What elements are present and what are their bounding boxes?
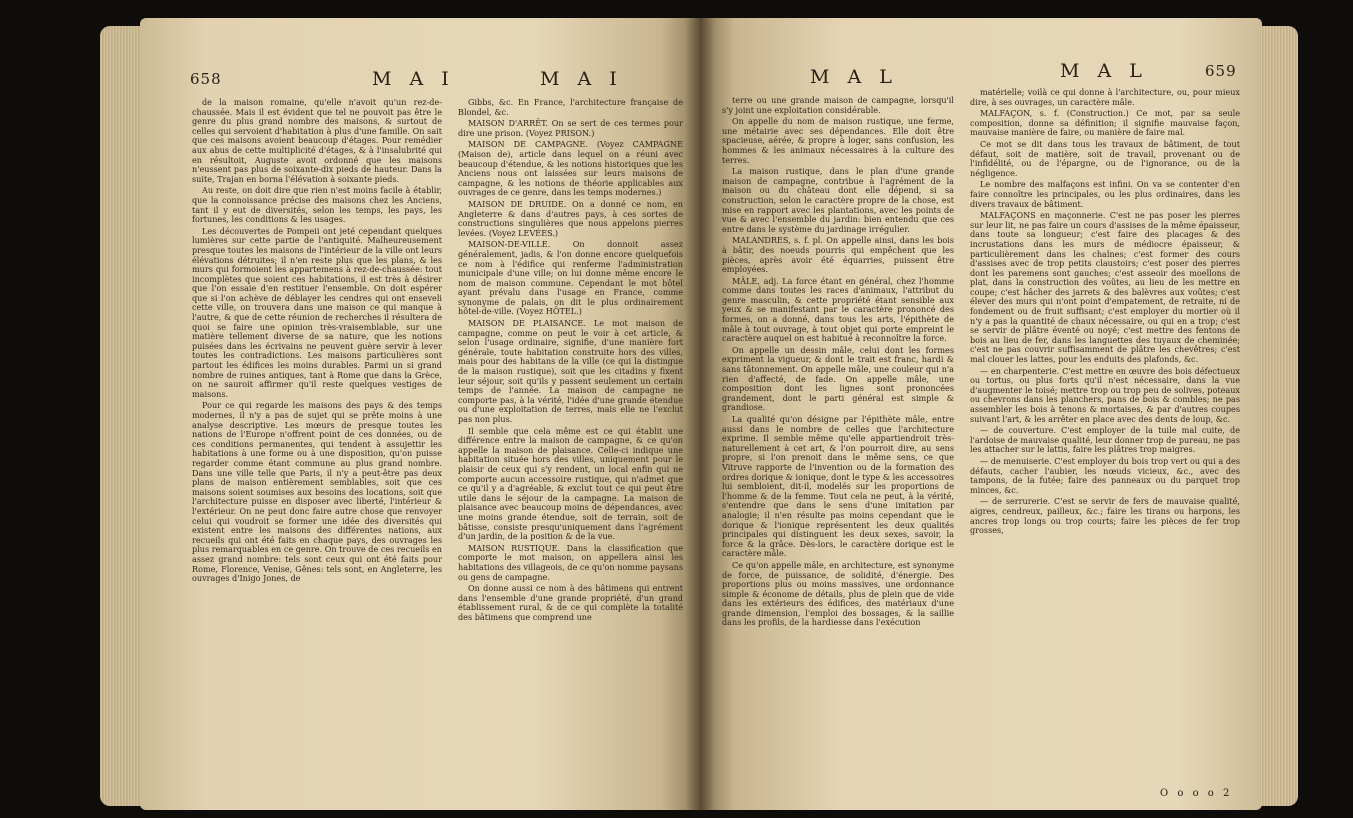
- paragraph: Au reste, on doit dire que rien n'est moins facile à établir, que la connoissance précise des maisons chez les Anciens, tant il y eut de diversités, selon les temps, les pays, les fortunes, les conditions & les usages.: [192, 185, 442, 225]
- paragraph: La qualité qu'on désigne par l'épithète mâle, entre aussi dans le nombre de celles que l'architecture exprime. Il semble même qu'elle appartiendroit très-naturellement à cet art, & l'on pourroit dire, au sens propre, si l'on prenoit dans le même sens, ce que Vitruve rapporte de l'invention ou de la formation des ordres dorique & ionique, dont le type & les accessoires lui sembloient, dit-il, modelés sur les proportions de l'homme & de la femme. Tout cela ne peut, à la vérité, s'entendre que dans le sens d'une imitation par analogie; il n'en résulte pas moins cependant que le dorique & l'ionique représentent les deux qualités principales qui distinguent les deux sexes, savoir, la force & la grâce. Dès-lors, le caractère dorique est le caractère mâle.: [722, 414, 954, 559]
- paragraph: MAISON DE CAMPAGNE. (Voyez CAMPAGNE (Maison de), article dans lequel on a réuni avec beaucoup d'étendue, & les notions historiques que les Anciens nous ont laissées sur leurs maisons de campagne, & les notions de théorie applicables aux ouvrages de ce genre, dans les temps modernes.): [458, 139, 683, 198]
- paragraph: Il semble que cela même est ce qui établit une différence entre la maison de campagne, & ce qu'on appelle la maison de plaisance. Celle-ci indique une habitation située hors des villes, uniquement pour le plaisir de ceux qui s'y rendent, un local enfin qui ne comporte aucun accessoire rustique, qui n'admet que ce qu'il y a d'agréable, & exclut tout ce qui peut être utile dans le séjour de la campagne. La maison de plaisance avec beaucoup moins de dépendances, avec une moins grande étendue, soit de terrain, soit de bâtisse, consiste presqu'uniquement dans l'agrément d'un jardin, de la position & de la vue.: [458, 425, 683, 542]
- left-page: [140, 18, 700, 810]
- paragraph: MALFAÇONS en maçonnerie. C'est ne pas poser les pierres sur leur lit, ne pas faire un cours d'assises de la même épaisseur, dans toute sa longueur; c'est faire des placages & des incrustations dans les murs de médiocre épaisseur, & particulièrement dans les chaînes; c'est former des cours d'assises avec de trop petits claustoirs; c'est poser des pierres dont les paremens sont gauches; c'est asseoir des moellons de plat, dans la construction des voûtes, au lieu de les mettre en coupe; c'est hâcher des jarrets & des balèvres aux voûtes; c'est élever des murs qui n'ont point d'empatement, de retraite, ni de fondement ou de fruit suffisant; c'est employer du mortier où il n'y a pas la quantité de chaux nécessaire, ou qui en a trop; c'est se servir de plâtre éventé ou noyé; c'est mettre des fentons de bois au lieu de fer, dans les languettes des tuyaux de cheminée; c'est ne pas couvrir suffisamment de plâtre les chevêtres; c'est mal clouer les lattes, pour les enduits des plafonds, &c.: [970, 210, 1240, 365]
- paragraph: MAISON D'ARRÊT. On se sert de ces termes pour dire une prison. (Voyez PRISON.): [458, 118, 683, 138]
- paragraph: MALFAÇON, s. f. (Construction.) Ce mot, par sa seule composition, donne sa définition; il signifie mauvaise façon, mauvaise manière de faire, ou manière de faire mal.: [970, 108, 1240, 138]
- paragraph: MÂLE, adj. La force étant en général, chez l'homme comme dans toutes les races d'animaux, l'attribut du genre masculin, & cette propriété étant sensible aux yeux & se manifestant par le caractère prononcé des formes, on a donné, dans tous les arts, l'épithète de mâle à tout ouvrage, à tout objet qui porte empreint le caractère auquel on est habitué à reconnoître la force.: [722, 275, 954, 344]
- right-page: [700, 18, 1262, 810]
- spine-gutter: [685, 18, 715, 810]
- paragraph: MAISON DE DRUIDE. On a donné ce nom, en Angleterre & dans d'autres pays, à ces sortes de constructions singulières que nous appelons pierres levées. (Voyez LEVÉES.): [458, 198, 683, 238]
- paragraph: Le nombre des malfaçons est infini. On va se contenter d'en faire connoître les principales, ou les plus ordinaires, dans les divers travaux de bâtiment.: [970, 179, 1240, 209]
- paragraph: La maison rustique, dans le plan d'une grande maison de campagne, contribue à l'agrément de la maison ou du château dont elle dépend, si sa construction, selon le caractère propre de la chose, est mise en rapport avec les plantations, avec les points de vue & avec l'ensemble du jardin: bien entendu que ces entre dans le système du jardinage irrégulier.: [722, 166, 954, 234]
- right-headword-2: M A L: [1060, 60, 1148, 82]
- paragraph: MAISON DE PLAISANCE. Le mot maison de campagne, comme on peut le voir à cet article, & selon l'usage ordinaire, signifie, d'une manière fort générale, toute habitation construite hors des villes, mais pour des habitans de la ville (ce qui la distingue de la maison rustique), soit que les citadins y fixent leur séjour, soit qu'ils y passent seulement un certain temps de l'année. La maison de campagne ne comporte pas, à la vérité, l'idée d'une grande étendue ou d'une exploitation de terres, mais elle ne l'exclut pas non plus.: [458, 318, 683, 424]
- paragraph: Ce qu'on appelle mâle, en architecture, est synonyme de force, de puissance, de solidité, d'énergie. Des proportions plus ou moins massives, une ordonnance simple & économe de détails, plus de plein que de vide dans les extérieurs des édifices, des matériaux d'une grande dimension, l'emploi des bossages, & la saillie dans les profils, de la hardiesse dans l'exécution: [722, 559, 954, 628]
- signature-mark: O o o o 2: [1160, 788, 1233, 799]
- left-column-1: [192, 98, 442, 798]
- paragraph: On appelle du nom de maison rustique, une ferme, une métairie avec ses dépendances. Elle doit être spacieuse, aérée, & propre à loger, sans confusion, les hommes & les animaux nécessaires à la culture des terres.: [722, 116, 954, 165]
- paragraph: — en charpenterie. C'est mettre en œuvre des bois défectueux ou tortus, ou plus forts qu'il n'est nécessaire, dans la vue d'augmenter le toisé; mettre trop ou trop peu de solives, poteaux ou chevrons dans les planchers, pans de bois & combles; ne pas assembler les bois à tenons & mortaises, & par d'autres coupes suivant l'art, & les arrêter en place avec des dents de loup, &c.: [970, 365, 1240, 424]
- open-book: [100, 18, 1300, 814]
- paragraph: Ce mot se dit dans tous les travaux de bâtiment, de tout défaut, soit de matière, soit de travail, provenant ou de l'infidélité, ou de l'épargne, ou de l'ignorance, ou de la négligence.: [970, 138, 1240, 178]
- left-headword-1: M A I: [372, 68, 455, 90]
- paragraph: — de menuiserie. C'est employer du bois trop vert ou qui a des défauts, cacher l'aubier, les nœuds vicieux, &c., avec des tampons, de la futée; faire des panneaux ou du parquet trop minces, &c.: [970, 455, 1240, 495]
- right-column-2: [970, 88, 1240, 778]
- left-column-2: [458, 98, 683, 798]
- paragraph: terre ou une grande maison de campagne, lorsqu'il s'y joint une exploitation considérable.: [722, 96, 954, 115]
- paragraph: On donne aussi ce nom à des bâtimens qui entrent dans l'ensemble d'une grande propriété, d'un grand établissement rural, & de ce qui complète la totalité des bâtimens que comprend une: [458, 583, 683, 622]
- right-headword-1: M A L: [810, 66, 898, 88]
- paragraph: Les découvertes de Pompeii ont jeté cependant quelques lumières sur cette partie de l'antiquité. Malheureusement presque toutes les maisons de l'intérieur de la ville ont leurs élévations détruites; il n'en reste plus que les plans, & les murs qui formoient les appartemens à rez-de-chaussée: tout incomplètes que soient ces habitations, il est très à désirer que l'on essaie d'en restituer l'ensemble. On doit espérer que si l'on achève de déblayer les cendres qui ont enseveli cette ville, on trouvera dans une maison ce qui manque à l'autre, & que de cette réunion de recherches il résultera de quoi se faire une opinion très-vraisemblable, sur une matière tellement diverse de sa nature, que les notions puisées dans les écrivains ne peuvent guère servir à lever toutes les contradictions. Les maisons particulières sont partout les édifices les moins durables. Parmi un si grand nombre de ruines antiques, tant à Rome que dans la Grèce, on ne sauroit affirmer qu'il reste quelques vestiges de maisons.: [192, 225, 442, 399]
- paragraph: — de serrurerie. C'est se servir de fers de mauvaise qualité, aigres, cendreux, pailleux, &c.; faire les tirans ou harpons, les ancres trop longs ou trop courts; faire les pièces de fer trop grosses,: [970, 496, 1240, 536]
- paragraph: Pour ce qui regarde les maisons des pays & des temps modernes, il n'y a pas de sujet qui se prête moins à une analyse descriptive. Les mœurs de presque toutes les nations de l'Europe n'offrent point de ces données, ou de ces conditions permanentes, qui tendent à assujettir les habitations à une forme ou à une disposition, qu'on puisse regarder comme étant commune au plus grand nombre. Dans une ville telle que Paris, il n'y a peut-être pas deux plans de maison entièrement semblables, soit que ces maisons soient soumises aux besoins des locations, soit que l'architecture puisse en disposer avec liberté, l'intérieur & l'extérieur. On ne peut donc faire autre chose que renvoyer celui qui voudroit se former une idée des diversités qui existent entre les maisons des différentes nations, aux recueils qui ont été faits en chaque pays, des ouvrages les plus remarquables en ce genre. On trouve de ces recueils en assez grand nombre: tels sont ceux qui ont été faits pour Rome, Florence, Venise, Gênes: tels sont, en Angleterre, les ouvrages d'Inigo Jones, de: [192, 400, 442, 584]
- paragraph: On appelle un dessin mâle, celui dont les formes expriment la vigueur, & dont le trait est franc, hardi & sans tâtonnement. On appelle mâle, une couleur qui n'a rien d'affecté, de fade. On appelle mâle, une composition dont les lignes sont prononcées grandement, dont le parti général est simple & grandiose.: [722, 344, 954, 413]
- paragraph: de la maison romaine, qu'elle n'avoit qu'un rez-de-chaussée. Mais il est évident que tel ne pouvoit pas être le genre du plus grand nombre des maisons, & surtout de celles qui servoient d'habitation à plus d'une famille. On sait que ces maisons avoient beaucoup d'étages. Pour remédier aux abus de cette multiplicité d'étages, & à l'insalubrité qui en résultoit, Auguste avoit ordonné que les maisons n'eussent pas plus de soixante-dix pieds de hauteur. Dans la suite, Trajan en borna l'élévation à soixante pieds.: [192, 98, 442, 184]
- paragraph: MAISON RUSTIQUE. Dans la classification que comporte le mot maison, on appellera ainsi les habitations des villageois, de ce qu'on nomme paysans ou gens de campagne.: [458, 542, 683, 582]
- left-page-number: 658: [190, 70, 222, 88]
- left-running-head: [140, 68, 700, 94]
- right-page-edges: [1260, 26, 1298, 806]
- paragraph: matérielle; voilà ce qui donne à l'architecture, ou, pour mieux dire, à ses ouvrages, un caractère mâle.: [970, 88, 1240, 107]
- left-page-edges: [100, 26, 142, 806]
- left-headword-2: M A I: [540, 68, 623, 90]
- paragraph: MAISON-DE-VILLE. On donnoit assez généralement, jadis, & l'on donne encore quelquefois ce nom à l'édifice qui renferme l'administration municipale d'une ville; on lui donne même encore le nom de maison commune. Cependant le mot hôtel ayant prévalu dans l'usage en France, comme synonyme de palais, on dit le plus ordinairement hôtel-de-ville. (Voyez HÔTEL.): [458, 239, 683, 317]
- right-column-1: [722, 96, 954, 796]
- paragraph: — de couverture. C'est employer de la tuile mal cuite, de l'ardoise de mauvaise qualité, leur donner trop de pureau, ne pas les attacher sur le lattis, faire les plâtres trop maigres.: [970, 425, 1240, 455]
- right-running-head: [700, 60, 1262, 86]
- right-page-number: 659: [1205, 62, 1237, 80]
- paragraph: MALANDRES, s. f. pl. On appelle ainsi, dans les bois à bâtir, des noeuds pourris qui empêchent que les pièces, après avoir été équarries, puissent être employées.: [722, 235, 954, 275]
- paragraph: Gibbs, &c. En France, l'architecture française de Blondel, &c.: [458, 98, 683, 117]
